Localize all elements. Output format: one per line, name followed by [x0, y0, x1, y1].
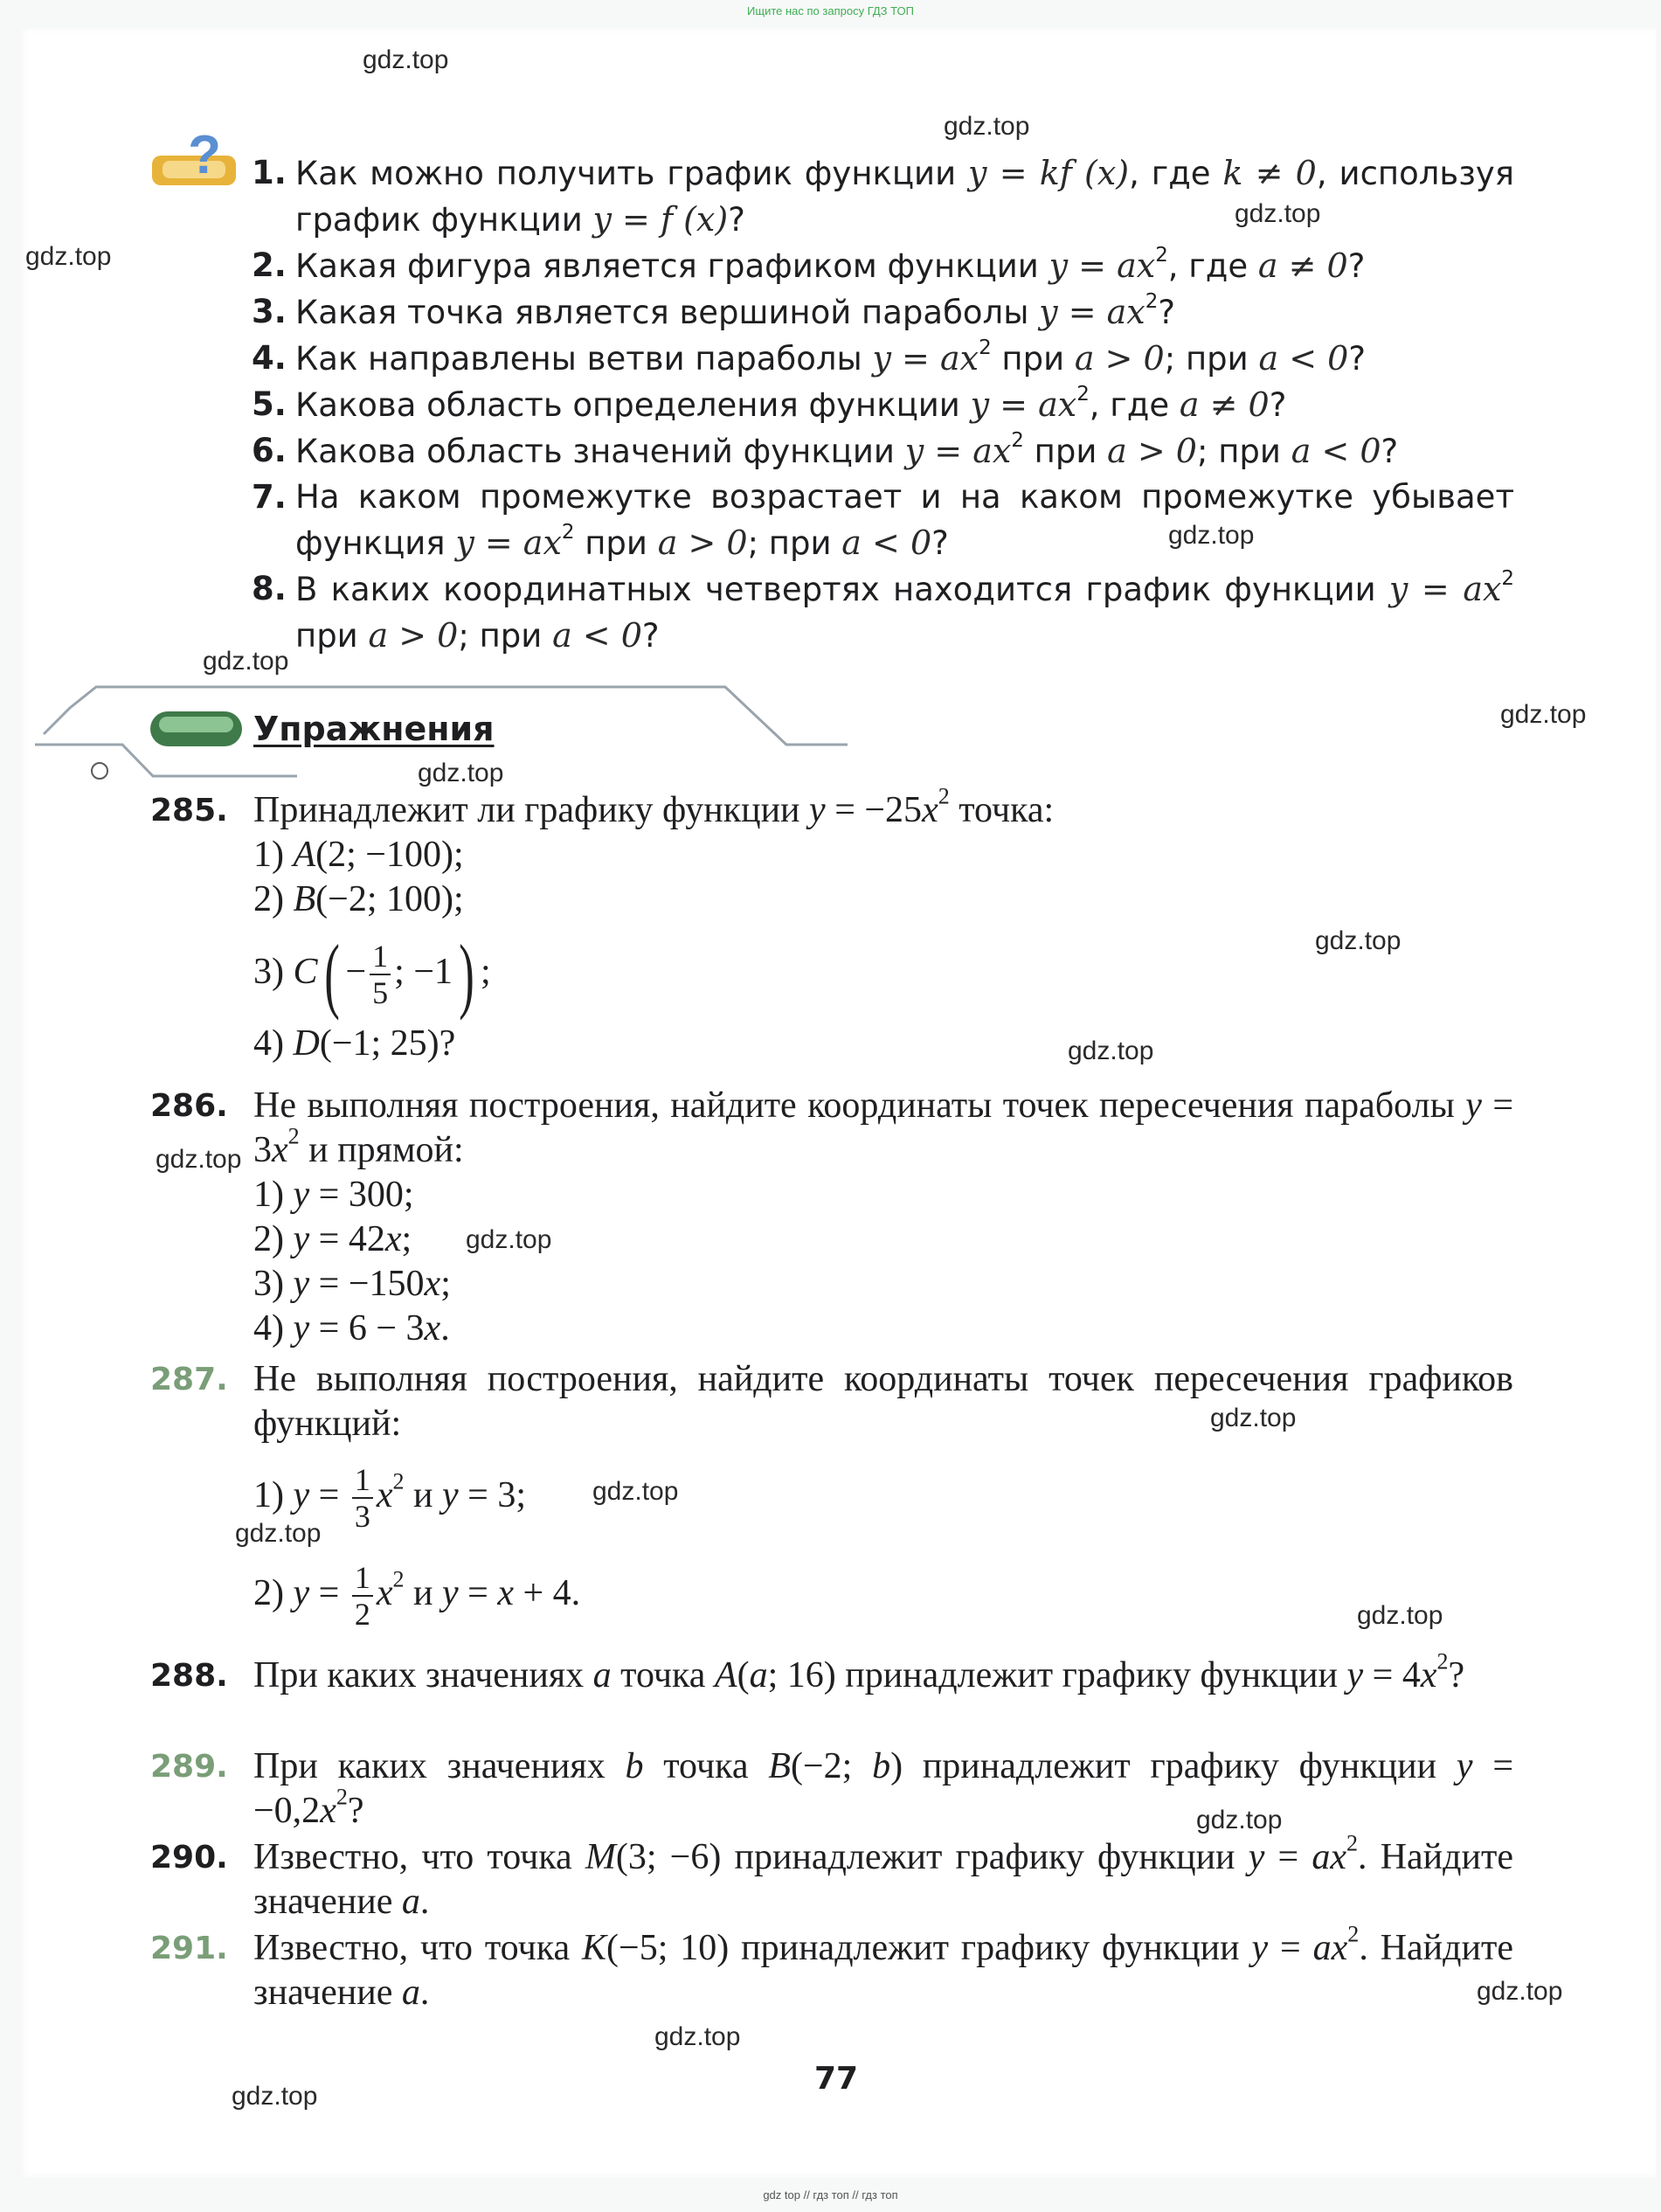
watermark: gdz.top	[235, 1519, 322, 1548]
watermark: gdz.top	[232, 2082, 318, 2111]
green-pill-icon	[150, 711, 242, 746]
page-number: 77	[814, 2061, 859, 2097]
watermark: gdz.top	[466, 1225, 552, 1254]
exercise-289: 289. При каких значениях b точка B(−2; b) принадлежит графику функции $y = -0,2x^2$?	[150, 1746, 1514, 1831]
question-item: 1. Как можно получить график функции y = kf (x), где k ≠ 0, используя график функции y = f (x)?	[252, 154, 1515, 239]
question-item: 3. Какая точка является вершиной параболы $y = ax^2$?	[252, 290, 1175, 331]
answer-option: 2) B(−2; 100);	[253, 879, 464, 919]
watermark: gdz.top	[1477, 1977, 1563, 2006]
question-item: 8. В каких координатных четвертях находится график функции $y = ax^2$ при a > 0; при a < 0?	[252, 567, 1514, 655]
question-item: 7. На каком промежутке возрастает и на каком промежутке убывает функция $y = ax^2$ при a > 0; при a < 0?	[252, 478, 1514, 562]
watermark: gdz.top	[1068, 1037, 1154, 1065]
question-item: 6. Какова область значений функции $y = ax^2$ при a > 0; при a < 0?	[252, 429, 1399, 470]
question-item: 2. Какая фигура является графиком функции $y = ax^2$, где a ≠ 0?	[252, 244, 1366, 285]
answer-option: 2) y = 42x;	[253, 1219, 412, 1259]
exercise-number: 291.	[150, 1931, 228, 1966]
answer-option: 4) y = 6 − 3x.	[253, 1308, 450, 1349]
watermark: gdz.top	[1357, 1601, 1443, 1630]
exercise-number: 290.	[150, 1840, 228, 1876]
question-mark-icon	[150, 122, 246, 192]
footer-note: gdz top // гдз топ // гдз топ	[763, 2188, 898, 2202]
watermark: gdz.top	[418, 759, 504, 787]
watermark: gdz.top	[1235, 199, 1321, 228]
answer-option: 1) y = 300;	[253, 1175, 414, 1215]
answer-option: 1) A(2; −100);	[253, 835, 464, 875]
exercise-number: 288.	[150, 1658, 228, 1694]
exercise-number: 286.	[150, 1088, 228, 1124]
watermark: gdz.top	[1168, 521, 1255, 550]
exercise-290: 290. Известно, что точка M(3; −6) принадлежит графику функции $y = ax^2$. Найдите значение a.	[150, 1830, 1513, 1922]
watermark: gdz.top	[1500, 700, 1587, 729]
question-item: 4. Как направлены ветви параболы $y = ax^2$ при a > 0; при a < 0?	[252, 336, 1366, 378]
watermark: gdz.top	[1210, 1404, 1297, 1432]
exercise-number: 285.	[150, 793, 228, 829]
exercise-number: 287.	[150, 1362, 228, 1397]
watermark: gdz.top	[944, 112, 1030, 141]
answer-option: 3) C( − $\frac{1}{5}$ ; −1) ;	[253, 927, 491, 1022]
watermark: gdz.top	[203, 647, 289, 676]
section-title: Упражнения	[253, 710, 495, 748]
exercise-number: 289.	[150, 1749, 228, 1785]
exercise-285: 285. Принадлежит ли графику функции $y = -25x^2$ точка: 1) A(2; −100); 2) B(−2; 100); 3) C( − $\frac{1}{5}$ ; −1) ; 4) D(−1; 25)?	[150, 788, 1513, 1066]
watermark: gdz.top	[1315, 926, 1401, 955]
watermark: gdz.top	[363, 45, 449, 74]
svg-text:?: ?	[188, 125, 221, 185]
watermark: gdz.top	[1196, 1806, 1283, 1834]
answer-option: 2) y = $\frac{1}{2}$ $x^2$ и y = x + 4.	[253, 1560, 581, 1633]
exercise-286: 286. Не выполняя построения, найдите координаты точек пересечения параболы $y = 3x^2$ и прямой: 1) y = 300; 2) y = 42x; 3) y = −150x; 4) y = 6 − 3x.	[150, 1084, 1513, 1351]
answer-option: 1) y = $\frac{1}{3}$ $x^2$ и y = 3;	[253, 1462, 527, 1535]
exercise-291: 291. Известно, что точка K(−5; 10) принадлежит графику функции $y = ax^2$. Найдите значение a.	[150, 1921, 1513, 2013]
answer-option: 4) D(−1; 25)?	[253, 1023, 456, 1064]
header-note: Ищите нас по запросу ГДЗ ТОП	[747, 4, 914, 17]
watermark: gdz.top	[156, 1145, 242, 1174]
watermark: gdz.top	[592, 1477, 679, 1506]
exercise-288: 288. При каких значениях a точка A(a; 16) принадлежит графику функции $y = 4x^2$?	[150, 1654, 1513, 1698]
answer-option: 3) y = −150x;	[253, 1264, 451, 1304]
exercise-287: 287. Не выполняя построения, найдите координаты точек пересечения графиков функций: 1) y = $\frac{1}{3}$ $x^2$ и y = 3; 2) y = $\frac{1}{2}$ $x^2$ и y = x + 4.	[150, 1357, 1513, 1642]
watermark: gdz.top	[25, 242, 112, 271]
review-questions	[252, 150, 1514, 659]
question-item: 5. Какова область определения функции $y = ax^2$, где a ≠ 0?	[252, 383, 1287, 424]
watermark: gdz.top	[654, 2022, 741, 2051]
